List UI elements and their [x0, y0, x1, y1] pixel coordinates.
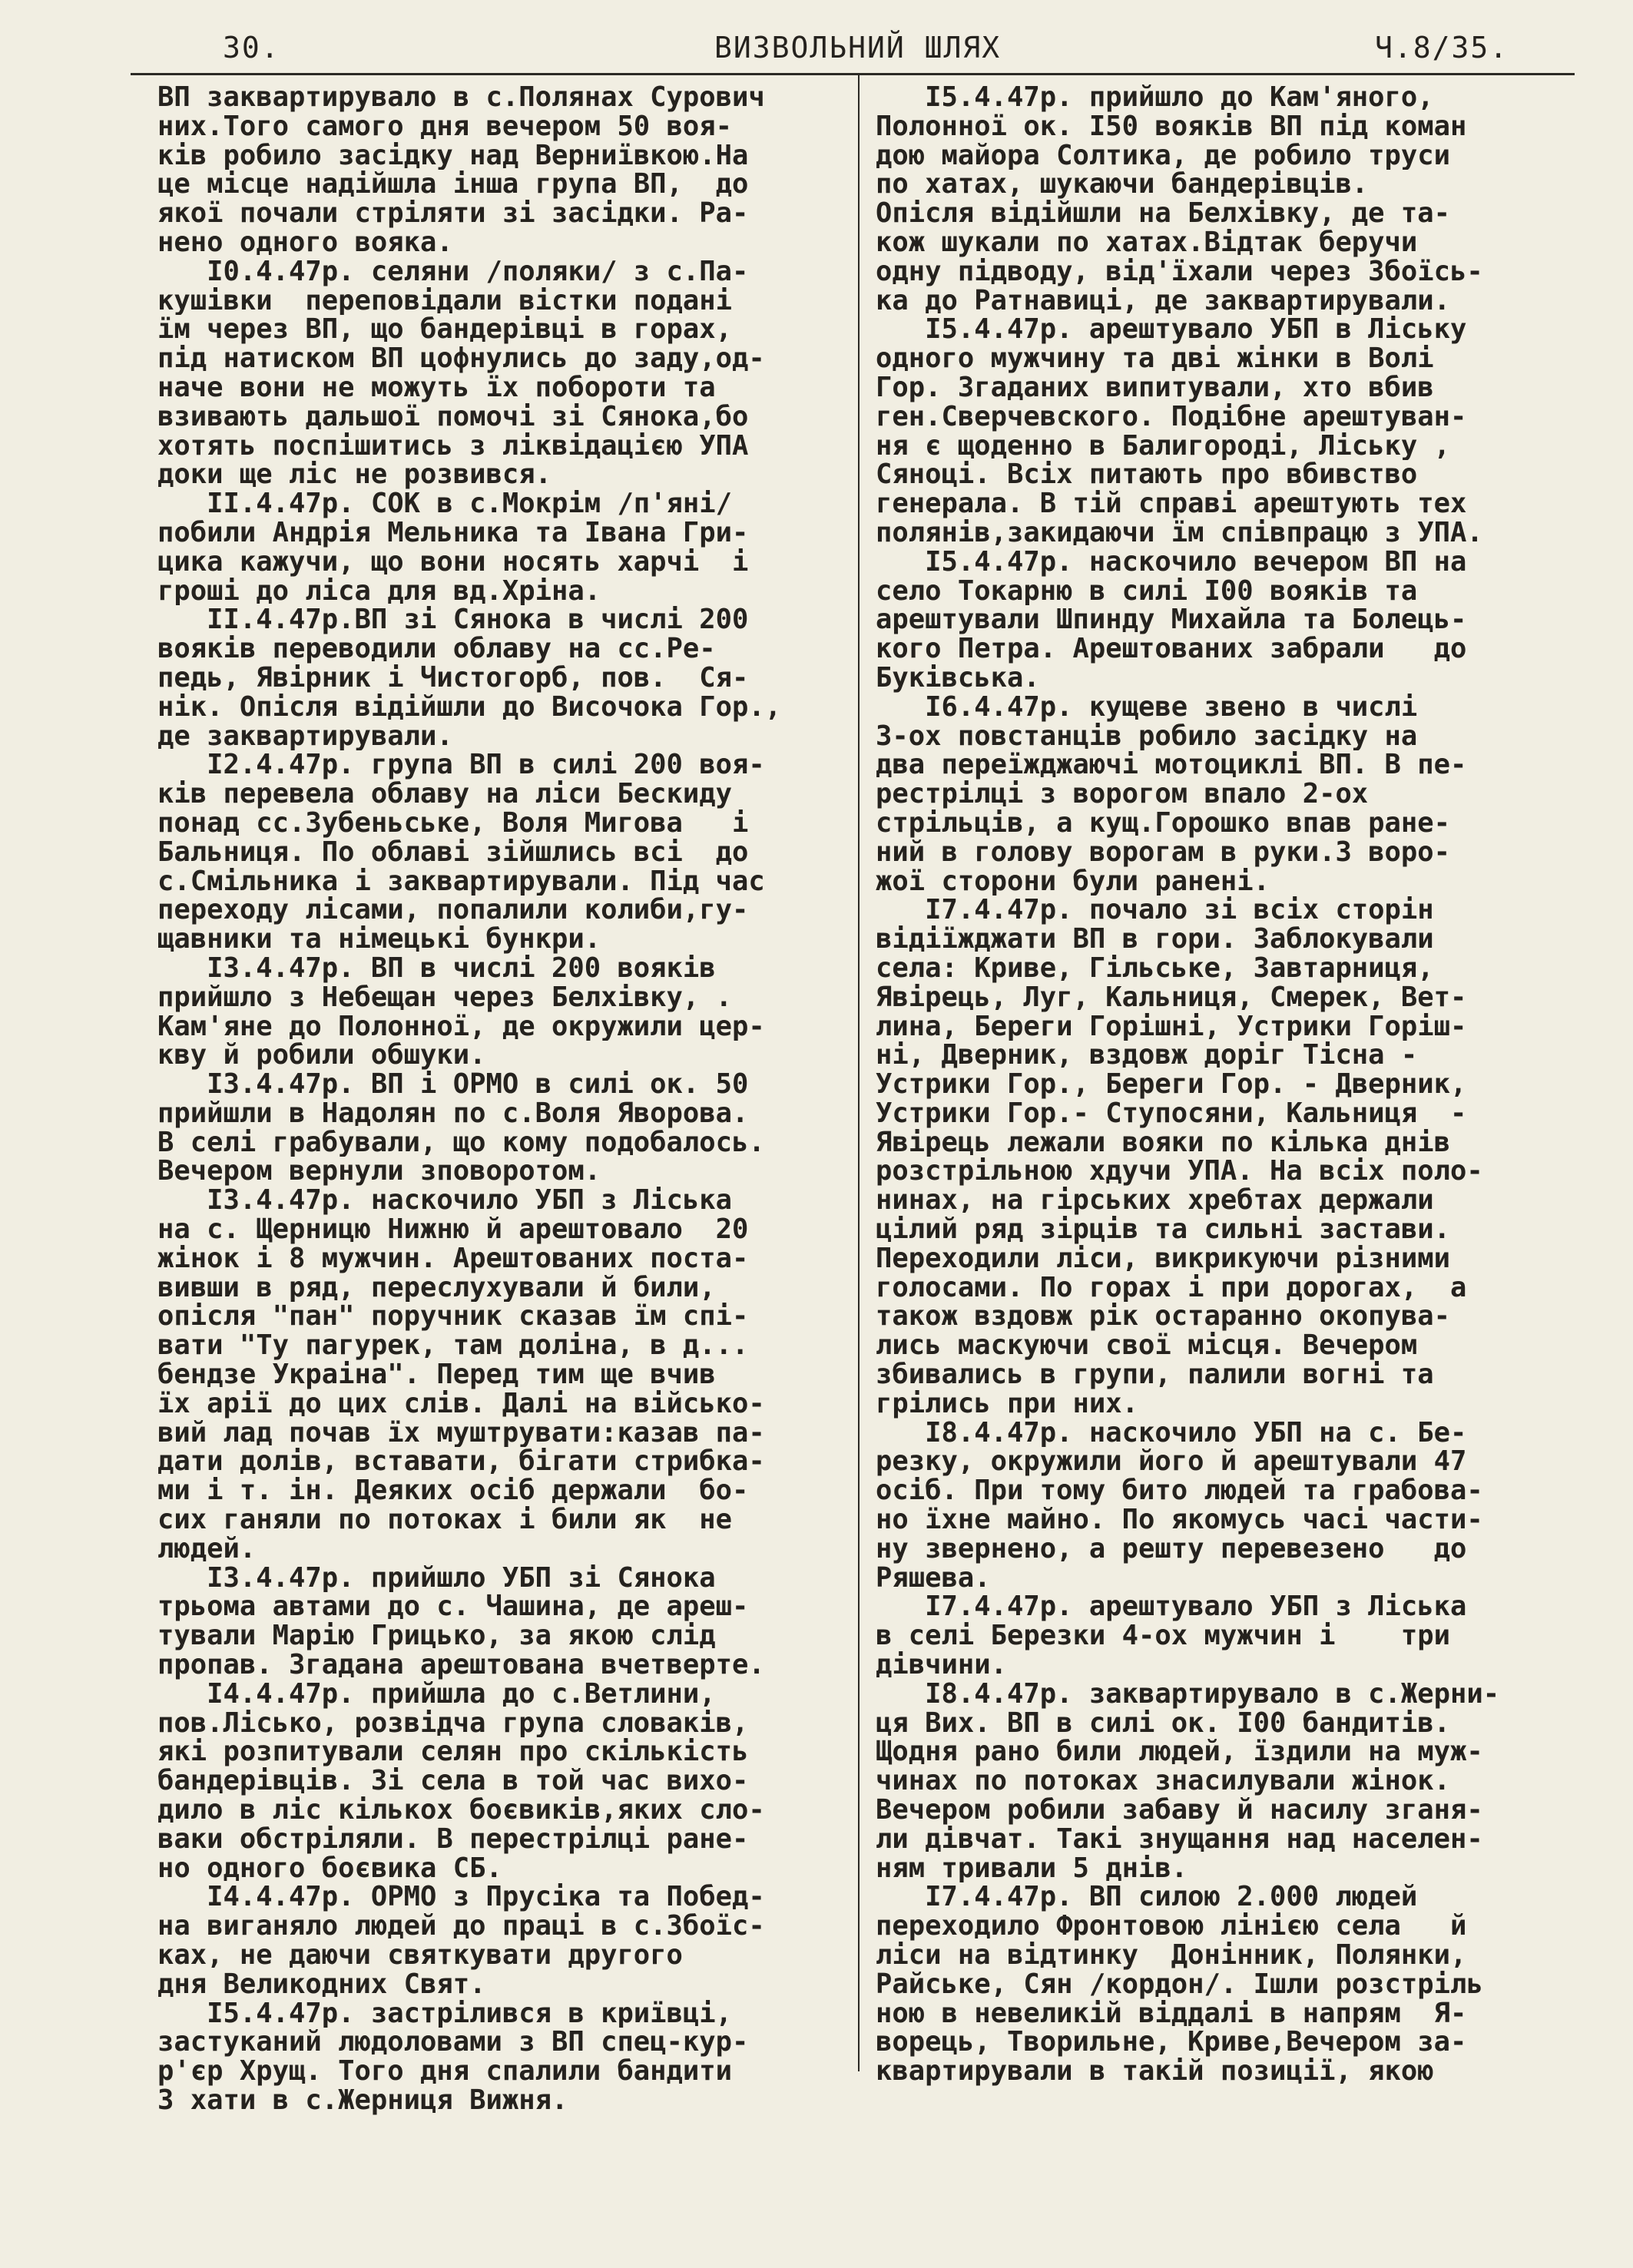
- left-column-line: прийшли в Надолян по с.Воля Яворова.: [157, 1098, 749, 1128]
- left-column-line: них.Того самого дня вечером 50 воя-: [157, 111, 733, 141]
- left-column-line: взивають дальшої помочі зі Сянока,бо: [157, 402, 749, 432]
- right-column-line: ця Вих. ВП в силі ок. І00 бандитів.: [876, 1708, 1451, 1738]
- left-column-line: вий лад почав їх муштрувати:казав па-: [157, 1418, 765, 1448]
- left-column-line: но одного боєвика СБ.: [157, 1853, 502, 1883]
- right-column-line: ня є щоденно в Балигороді, Ліську ,: [876, 431, 1451, 461]
- right-column-line: ли дівчат. Такі знущання над населен-: [876, 1824, 1483, 1854]
- left-column-line: бандерівців. Зі села в той час вихо-: [157, 1766, 749, 1796]
- left-column-line: с.Смільника і заквартирували. Під час: [157, 866, 765, 896]
- left-column-line: ків перевела облаву на ліси Бескиду: [157, 780, 733, 809]
- left-column-line: р'єр Хрущ. Того дня спалили бандити: [157, 2057, 733, 2086]
- left-column-line: гроші до ліса для вд.Хріна.: [157, 576, 601, 606]
- left-column-line: І3.4.47р. наскочило УБП з Ліська: [157, 1186, 733, 1216]
- right-column-line: І6.4.47р. кущеве звено в числі: [876, 692, 1418, 722]
- right-column-line: ка до Ратнавиці, де заквартирували.: [876, 286, 1451, 316]
- right-column-line: 3-ох повстанців робило засідку на: [876, 721, 1418, 751]
- right-column-line: Опісля відійшли на Белхівку, де та-: [876, 199, 1451, 228]
- right-column-line: генерала. В тій справі арештують тех: [876, 489, 1467, 518]
- right-column-line: в селі Березки 4-ох мужчин і три: [876, 1621, 1451, 1651]
- right-column-line: кож шукали по хатах.Відтак беручи: [876, 227, 1418, 257]
- left-column-line: які розпитували селян про скількість: [157, 1737, 749, 1767]
- left-column-line: вояків переводили облаву на сс.Ре-: [157, 634, 716, 664]
- left-column-line: І2.4.47р. група ВП в силі 200 воя-: [157, 750, 765, 780]
- left-column-line: тували Марію Грицько, за якою слід: [157, 1621, 716, 1651]
- right-column-line: Буківська.: [876, 663, 1040, 693]
- right-column-line: но їхне майно. По якомусь часі части-: [876, 1505, 1483, 1535]
- page-header: [131, 23, 1575, 77]
- left-column-line: дати долів, вставати, бігати стрибка-: [157, 1447, 765, 1477]
- left-column-line: ваки обстріляли. В перестрілці ране-: [157, 1824, 749, 1854]
- right-column-line: Вечером робили забаву й насилу зганя-: [876, 1796, 1483, 1825]
- right-column-line: ліси на відтинку Донінник, Полянки,: [876, 1941, 1467, 1970]
- right-column-line: кого Петра. Арештованих забрали до: [876, 634, 1467, 664]
- left-column-line: дило в ліс кількох боєвиків,яких сло-: [157, 1796, 765, 1825]
- left-column-line: їм через ВП, що бандерівці в горах,: [157, 315, 733, 345]
- header-rule: [131, 73, 1575, 75]
- right-column-line: одну підводу, від'їхали через Збоїсь-: [876, 257, 1483, 286]
- left-column-line: ках, не даючи святкувати другого: [157, 1941, 683, 1970]
- right-column-line: село Токарню в силі І00 вояків та: [876, 576, 1418, 606]
- left-column-line: наче вони не можуть їх побороти та: [157, 372, 716, 402]
- right-column-line: Щодня рано били людей, їздили на муж-: [876, 1737, 1483, 1767]
- left-column-line: якої почали стріляти зі засідки. Ра-: [157, 199, 749, 228]
- right-column-line: два переїжджаючі мотоциклі ВП. В пе-: [876, 750, 1467, 780]
- left-column-line: переходу лісами, попалили колиби,гу-: [157, 896, 749, 925]
- left-column-line: на виганяло людей до праці в с.Збоїс-: [157, 1912, 765, 1941]
- left-column-line: І4.4.47р. ОРМО з Прусіка та Побед-: [157, 1882, 765, 1912]
- left-column-line: де заквартирували.: [157, 721, 453, 751]
- journal-title: ВИЗВОЛЬНИЙ ШЛЯХ: [714, 31, 1002, 65]
- left-column-line: щавники та німецькі бункри.: [157, 925, 601, 954]
- right-column-line: Устрики Гор., Береги Гор. - Дверник,: [876, 1070, 1467, 1099]
- left-column-line: це місце надійшла інша група ВП, до: [157, 170, 749, 200]
- left-column-line: нік. Опісля відійшли до Височока Гор.,: [157, 692, 782, 722]
- right-column-line: полянів,закидаючи їм співпрацю з УПА.: [876, 518, 1483, 548]
- left-column: [157, 83, 849, 2115]
- left-column-line: ІІ.4.47р.ВП зі Сянока в числі 200: [157, 605, 749, 635]
- left-column-line: під натиском ВП цофнулись до заду,од-: [157, 344, 765, 373]
- right-column-line: лина, Береги Горішні, Устрики Горіш-: [876, 1011, 1467, 1041]
- right-column-line: Явірець, Луг, Кальниця, Смерек, Вет-: [876, 982, 1467, 1012]
- right-column-line: села: Криве, Гільське, Завтарниця,: [876, 953, 1434, 983]
- left-column-line: В селі грабували, що кому подобалось.: [157, 1127, 765, 1157]
- right-column-line: цілий ряд зірців та сильні застави.: [876, 1215, 1451, 1244]
- left-column-line: І4.4.47р. прийшла до с.Ветлини,: [157, 1679, 716, 1709]
- right-column-line: ген.Сверчевского. Подібне арештуван-: [876, 402, 1467, 432]
- left-column-line: пропав. Згадана арештована вчетверте.: [157, 1651, 765, 1680]
- right-column-line: ням тривали 5 днів.: [876, 1853, 1188, 1883]
- right-column-line: І5.4.47р. наскочило вечером ВП на: [876, 547, 1467, 577]
- left-column-line: побили Андрія Мельника та Івана Гри-: [157, 518, 749, 548]
- right-column-line: І7.4.47р. почало зі всіх сторін: [876, 896, 1434, 925]
- right-column-line: ною в невеликій віддалі в напрям Я-: [876, 1998, 1467, 2028]
- left-column-line: жінок і 8 мужчин. Арештованих поста-: [157, 1243, 749, 1273]
- right-column-line: Явірець лежали вояки по кілька днів: [876, 1127, 1451, 1157]
- left-column-line: опісля "пан" поручник сказав їм спі-: [157, 1302, 749, 1332]
- right-column-line: резку, окружили його й арештували 47: [876, 1447, 1467, 1477]
- right-column-line: ні, Дверник, вздовж доріг Тісна -: [876, 1041, 1418, 1071]
- left-column-line: Бальниця. По облаві зійшлись всі до: [157, 837, 749, 867]
- right-column-line: квартирували в такій позиції, якою: [876, 2057, 1434, 2086]
- left-column-line: дня Великодних Свят.: [157, 1969, 486, 1999]
- right-column-line: Райське, Сян /кордон/. Ішли розстріль: [876, 1969, 1483, 1999]
- left-column-line: кву й робили обшуки.: [157, 1041, 486, 1071]
- right-column-line: рестрілці з ворогом впало 2-ох: [876, 780, 1369, 809]
- right-column-line: також вздовж рік остаранно окопува-: [876, 1302, 1451, 1332]
- right-column-line: жої сторони були ранені.: [876, 866, 1270, 896]
- left-column-line: кушівки переповідали вістки подані: [157, 286, 733, 316]
- left-column-line: ВП заквартирувало в с.Полянах Сурович: [157, 83, 765, 112]
- left-column-line: бендзе Украіна". Перед тим ще вчив: [157, 1360, 716, 1389]
- right-column-line: І5.4.47р. прийшло до Кам'яного,: [876, 83, 1434, 112]
- right-column-line: дою майора Солтика, де робило труси: [876, 141, 1451, 171]
- left-column-line: трьома автами до с. Чашина, де ареш-: [157, 1592, 749, 1622]
- left-column-line: доки ще ліс не розвився.: [157, 460, 552, 490]
- right-column-line: переходило Фронтовою лінією села й: [876, 1912, 1467, 1941]
- right-column-line: відіїжджати ВП в гори. Заблокували: [876, 925, 1434, 954]
- right-column-line: Переходили ліси, викрикуючи різними: [876, 1243, 1451, 1273]
- left-column-line: Вечером вернули зповоротом.: [157, 1157, 601, 1187]
- column-divider: [858, 74, 860, 2071]
- right-column-line: ний в голову ворогам в руки.3 воро-: [876, 837, 1451, 867]
- right-column-line: Гор. Згаданих випитували, хто вбив: [876, 372, 1434, 402]
- right-column-line: збивались в групи, палили вогні та: [876, 1360, 1434, 1389]
- right-column-line: І8.4.47р. заквартирувало в с.Жерни-: [876, 1679, 1500, 1709]
- right-column-line: розстрільною хдучи УПА. На всіх поло-: [876, 1157, 1483, 1187]
- left-column-line: застуканий людоловами з ВП спец-кур-: [157, 2028, 749, 2058]
- right-column-line: грілись при них.: [876, 1389, 1138, 1419]
- left-column-line: їх арії до цих слів. Далі на військо-: [157, 1389, 765, 1419]
- right-column-line: І5.4.47р. арештувало УБП в Ліську: [876, 315, 1467, 345]
- left-column-line: цика кажучи, що вони носять харчі і: [157, 547, 749, 577]
- left-column-line: на с. Щерницю Нижню й арештовало 20: [157, 1215, 749, 1244]
- right-column-line: дівчини.: [876, 1651, 1007, 1680]
- left-column-line: Кам'яне до Полонної, де окружили цер-: [157, 1011, 765, 1041]
- left-column-line: вивши в ряд, переслухували й били,: [157, 1273, 716, 1303]
- left-column-line: педь, Явірник і Чистогорб, пов. Ся-: [157, 663, 749, 693]
- left-column-line: прийшло з Небещан через Белхівку, .: [157, 982, 733, 1012]
- right-column-line: одного мужчину та дві жінки в Волі: [876, 344, 1434, 373]
- right-column-line: Устрики Гор.- Ступосяни, Кальниця -: [876, 1098, 1467, 1128]
- right-column-line: І7.4.47р. арештувало УБП з Ліська: [876, 1592, 1467, 1622]
- right-column-line: ворець, Творильне, Криве,Вечером за-: [876, 2028, 1467, 2058]
- left-column-line: І3.4.47р. прийшло УБП зі Сянока: [157, 1563, 716, 1593]
- left-column-line: понад сс.Зубеньське, Воля Мигова і: [157, 808, 749, 838]
- right-column-line: Ряшева.: [876, 1563, 991, 1593]
- right-column-line: по хатах, шукаючи бандерівців.: [876, 170, 1369, 200]
- right-column: [876, 83, 1567, 2086]
- left-column-line: нено одного вояка.: [157, 227, 453, 257]
- right-column-line: осіб. При тому бито людей та грабова-: [876, 1476, 1483, 1506]
- right-column-line: стрільців, а кущ.Горошко впав ране-: [876, 808, 1451, 838]
- right-column-line: Сяноці. Всіх питають про вбивство: [876, 460, 1418, 490]
- issue-number: Ч.8/35.: [1375, 31, 1509, 65]
- left-column-line: І5.4.47р. застрілився в криївці,: [157, 1998, 733, 2028]
- left-column-line: вати "Ту пагурек, там доліна, в д...: [157, 1331, 749, 1361]
- left-column-line: І0.4.47р. селяни /поляки/ з с.Па-: [157, 257, 749, 286]
- right-column-line: Полонної ок. І50 вояків ВП під коман: [876, 111, 1467, 141]
- left-column-line: І3.4.47р. ВП в числі 200 вояків: [157, 953, 716, 983]
- right-column-line: арештували Шпинду Михайла та Болець-: [876, 605, 1467, 635]
- left-column-line: пов.Лісько, розвідча група словаків,: [157, 1708, 749, 1738]
- left-column-line: 3 хати в с.Жерниця Вижня.: [157, 2085, 568, 2115]
- right-column-line: ну звернено, а решту перевезено до: [876, 1534, 1467, 1564]
- left-column-line: І3.4.47р. ВП і ОРМО в силі ок. 50: [157, 1070, 749, 1099]
- left-column-line: людей.: [157, 1534, 257, 1564]
- left-column-line: ків робило засідку над Верниївкою.На: [157, 141, 749, 171]
- right-column-line: чинах по потоках знасилували жінок.: [876, 1766, 1451, 1796]
- left-column-line: ми і т. ін. Деяких осіб держали бо-: [157, 1476, 749, 1506]
- left-column-line: хотять поспішитись з ліквідацією УПА: [157, 431, 749, 461]
- right-column-line: голосами. По горах і при дорогах, а: [876, 1273, 1467, 1303]
- right-column-line: лись маскуючи свої місця. Вечером: [876, 1331, 1418, 1361]
- left-column-line: ІІ.4.47р. СОК в с.Мокрім /п'яні/: [157, 489, 733, 518]
- left-column-line: сих ганяли по потоках і били як не: [157, 1505, 733, 1535]
- right-column-line: І8.4.47р. наскочило УБП на с. Бе-: [876, 1418, 1467, 1448]
- page-number: 30.: [223, 31, 280, 65]
- right-column-line: І7.4.47р. ВП силою 2.000 людей: [876, 1882, 1418, 1912]
- right-column-line: нинах, на гірських хребтах держали: [876, 1186, 1434, 1216]
